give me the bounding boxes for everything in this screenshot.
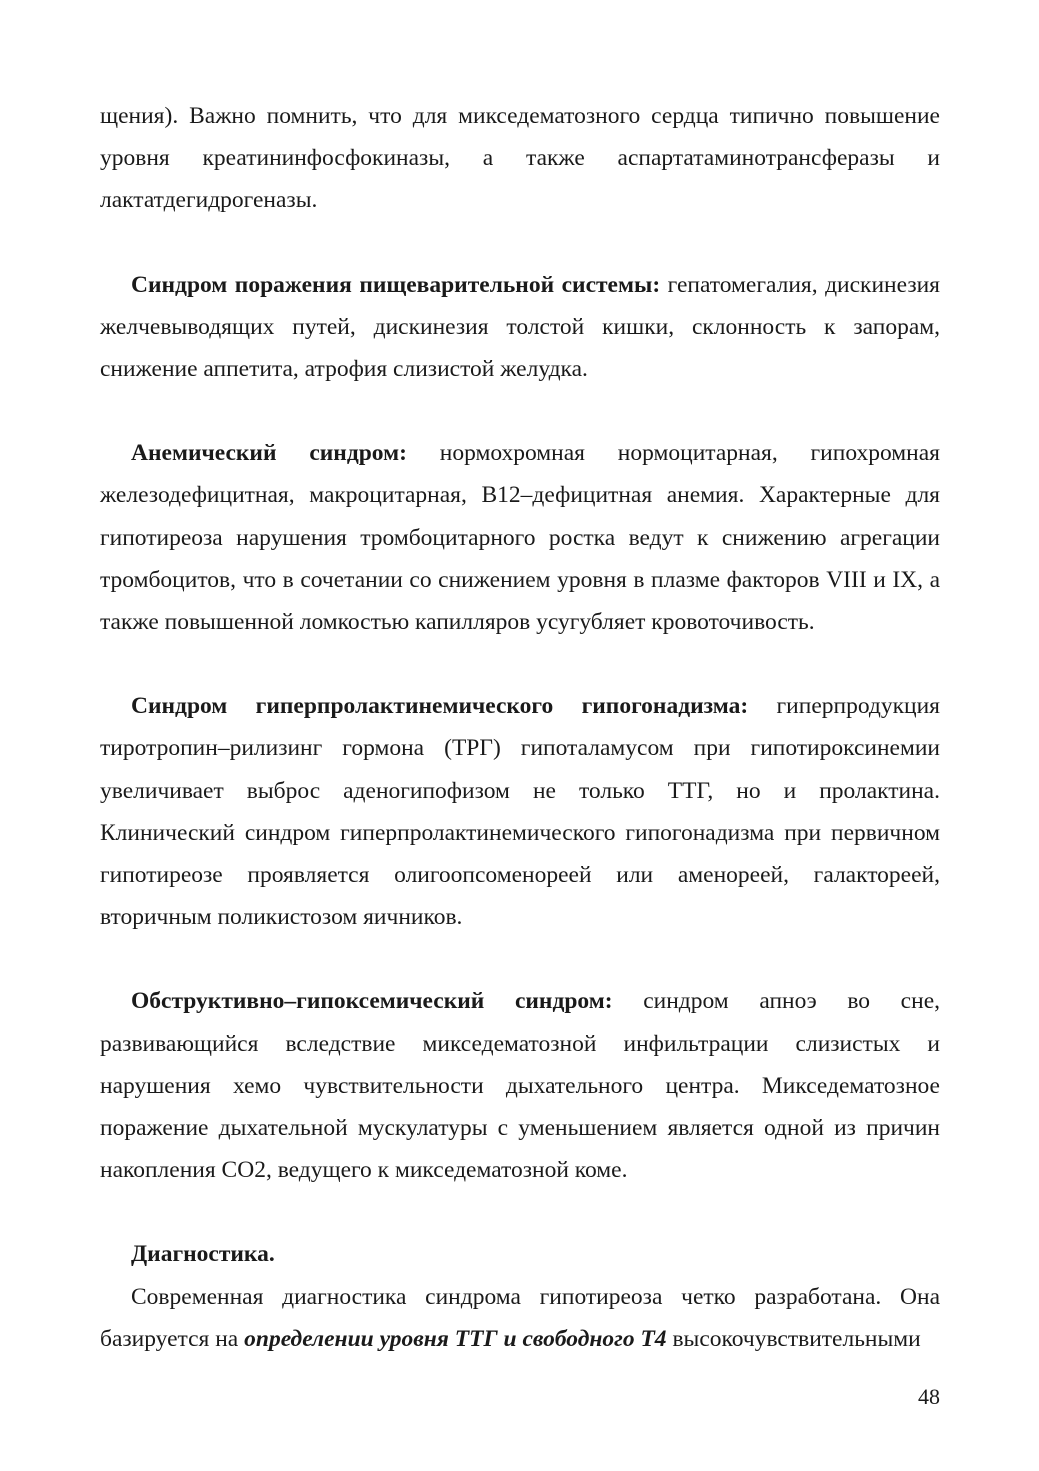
heading-hypogonadism-syndrome: Синдром гиперпролактинемического гипогонадизма: (131, 693, 749, 720)
paragraph-intro-text: щения). Важно помнить, что для микседематозного сердца типично повышение уровня креатининфосфокиназы, а также аспартатаминотрансферазы и лактатдегидрогеназы. (100, 103, 940, 214)
text-hypogonadism-syndrome: гиперпродукция тиротропин–рилизинг гормона (ТРГ) гипоталамусом при гипотироксинемии увеличивает выброс аденогипофизом не только ТТГ, но и пролактина. Клинический синдром гиперпролактинемического гипогонадизма при первичном гипотиреозе проявляется олигоопсоменореей или аменореей, галактореей, вторичным поликистозом яичников. (100, 693, 940, 931)
text-diagnostics-before: Современная диагностика синдрома гипотиреоза четко разработана. Она базируется на (100, 1283, 940, 1352)
paragraph-intro (100, 95, 940, 222)
heading-diagnostics (100, 1233, 940, 1275)
page-body (100, 95, 940, 1360)
paragraph-diagnostics (100, 1276, 940, 1360)
heading-digestive-syndrome: Синдром поражения пищеварительной системы: (131, 271, 661, 298)
heading-anemic-syndrome: Анемический синдром: (131, 440, 407, 467)
paragraph-digestive-syndrome (100, 264, 940, 391)
paragraph-hypogonadism-syndrome (100, 685, 940, 938)
paragraph-anemic-syndrome (100, 432, 940, 643)
page-number: 48 (918, 1384, 940, 1409)
text-anemic-syndrome: нормохромная нормоцитарная, гипохромная железодефицитная, макроцитарная, В12–дефицитная анемия. Характерные для гипотиреоза нарушения тромбоцитарного ростка ведут к снижению агрегации тромбоцитов, что в сочетании со снижением уровня в плазме факторов VIII и IX, а также повышенной ломкостью капилляров усугубляет кровоточивость. (100, 440, 940, 636)
text-digestive-syndrome: гепатомегалия, дискинезия желчевыводящих путей, дискинезия толстой кишки, склонность к запорам, снижение аппетита, атрофия слизистой желудка. (100, 271, 940, 383)
heading-diagnostics-text: Диагностика. (131, 1241, 275, 1268)
heading-obstructive-syndrome: Обструктивно–гипоксемический синдром: (131, 988, 613, 1015)
text-diagnostics-after: высокочувствительными (666, 1325, 921, 1352)
text-obstructive-syndrome: синдром апноэ во сне, развивающийся вследствие микседематозной инфильтрации слизистых и нарушения хемо чувствительности дыхательного центра. Микседематозное поражение дыхательной мускулатуры с уменьшением является одной из причин накопления СО2, ведущего к микседематозной коме. (100, 988, 940, 1184)
paragraph-obstructive-syndrome (100, 980, 940, 1191)
text-diagnostics-emphasis: определении уровня ТТГ и свободного Т4 (244, 1325, 667, 1352)
